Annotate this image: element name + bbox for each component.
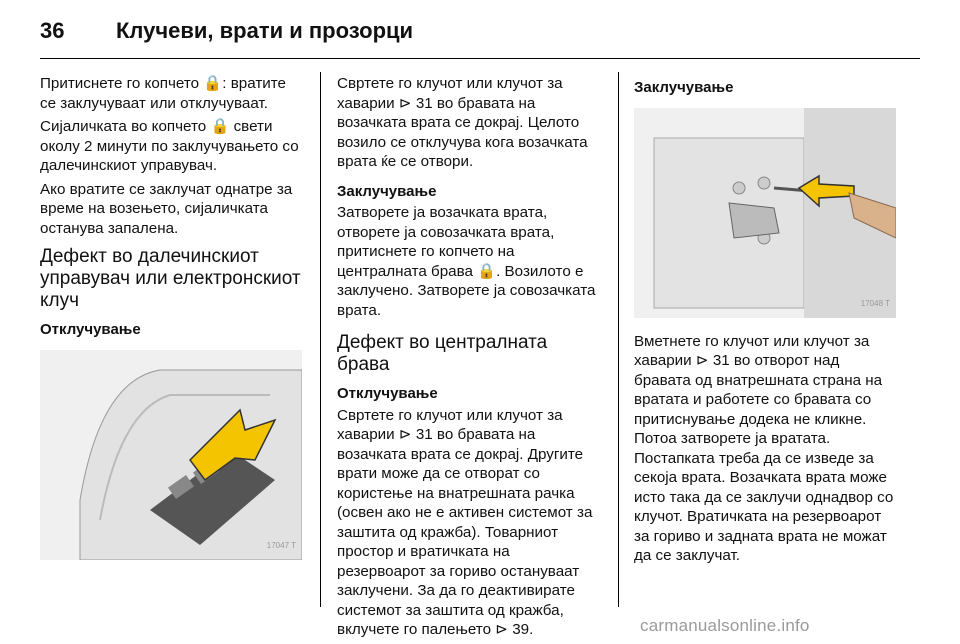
header-rule [40, 58, 920, 59]
watermark: carmanualsonline.info [640, 616, 810, 635]
paragraph: Затворете ја возачката врата, отворете ја совозачката врата, притиснете го копчето на централната брава 🔒. Возилото е заклучено. Затворете ја совозачката врата. [337, 204, 596, 319]
page-reference-icon: ⊳ [695, 352, 709, 369]
lock-button-icon: 🔒 [477, 262, 497, 280]
subsection-heading: Отклучување [337, 385, 438, 402]
column-3 [634, 74, 896, 570]
page-reference-icon: ⊳ [398, 426, 412, 443]
column-divider [618, 72, 619, 607]
column-1 [40, 74, 302, 560]
paragraph: Сијаличката во копчето 🔒 свети околу 2 минути по заклучувањето со далечинскиот управувач. [40, 118, 299, 174]
door-lock-figure [634, 108, 896, 318]
figure-number: 17047 T [266, 541, 296, 550]
key-fob-figure [40, 350, 302, 560]
paragraph: Свртете го клучот или клучот за хаварии ⊳ 31 во бравата на возачката врата се докрај. Другите врати може да се отворат со користење на внатрешната рачка (освен ако не е активен системот за заштита од кражба). Товарниот простор и вратичката на резервоарот за гориво остануваат заклучени. За да го деактивирате системот за заштита од кражба, вклучете го палењето ⊳ 39. [337, 406, 593, 638]
figure-number: 17048 T [860, 299, 890, 308]
page-number: 36 [40, 18, 65, 43]
section-heading: Дефект во далечинскиот управувач или електронскиот клуч [40, 246, 301, 311]
paragraph: Притиснете го копчето 🔒: вратите се заклучуваат или отклучуваат. [40, 75, 286, 112]
page-reference-icon: ⊳ [398, 94, 412, 112]
page-reference-icon: ⊳ [495, 621, 508, 638]
paragraph: Свртете го клучот или клучот за хаварии ⊳ 31 во бравата на возачката врата се докрај. Целото возило се отклучува кога возачката врата ќе се отвори. [337, 75, 588, 170]
subsection-heading: Заклучување [337, 182, 437, 200]
column-2 [337, 74, 599, 644]
subsection-heading: Отклучување [40, 321, 141, 338]
column-divider [320, 72, 321, 607]
key-fob-illustration [40, 350, 302, 560]
lock-button-icon: 🔒 [210, 118, 230, 135]
lock-button-icon: 🔒 [203, 75, 223, 92]
chapter-title: Клучеви, врати и прозорци [116, 18, 414, 43]
paragraph: Ако вратите се заклучат однатре за време на возењето, сијаличката останува запалена. [40, 180, 293, 237]
section-heading: Дефект во централната брава [337, 332, 548, 375]
subsection-heading: Заклучување [634, 79, 734, 96]
door-lock-illustration [634, 108, 896, 318]
page-header [40, 14, 920, 50]
paragraph: Вметнете го клучот или клучот за хаварии ⊳ 31 во отворот над бравата од внатрешната страна на вратата и работете со бравата со притиснување додека не кликне. Потоа затворете ја вратата. Постапката треба да се изведе за секоја врата. Возачката врата може исто така да се заклучи однадвор со клучот. Вратичката на резервоарот за гориво и задната врата не можат да се заклучат. [634, 332, 894, 564]
